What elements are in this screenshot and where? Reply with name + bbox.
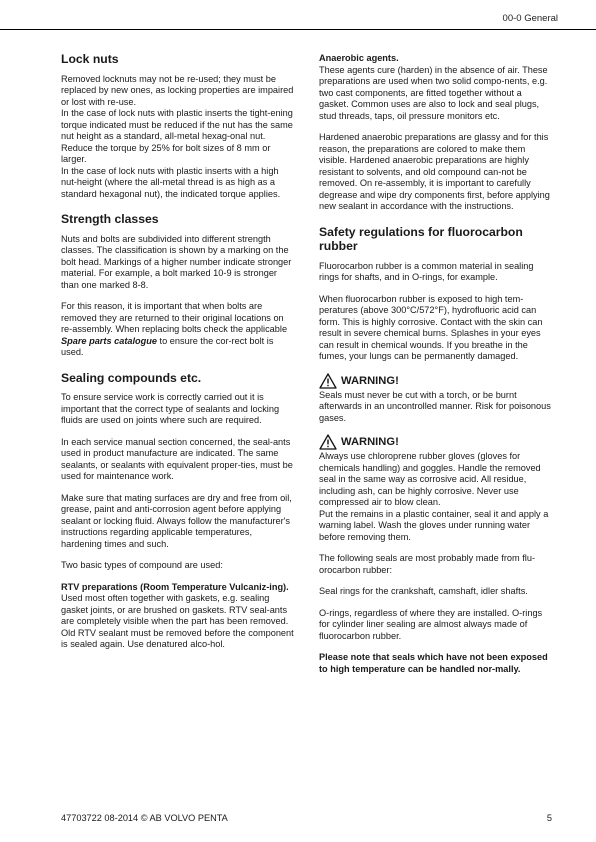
spare-parts-catalogue-ref: Spare parts catalogue [61,335,157,346]
safety-fluorocarbon-heading: Safety regulations for fluorocarbon rubber [319,224,523,253]
sealing-p2: In each service manual section concerned, the seal-ants used in product manufacture are indicated. The same sealants, or sealants with equivalent proper-ties, must be used for maintenance work. [61,436,293,481]
right-column [319,53,552,685]
sealing-p1: To ensure service work is correctly carried out it is important that the correct type of sealants and locking fluids are used on joints where such are required. [61,392,280,425]
warning-1-title [319,373,552,389]
warning-2-text-1: Always use chloroprene rubber gloves (gloves for chemicals handling) and goggles. Handle the removed seal in the same way as corrosive acid. All residue, including ash, can be highly corrosive. Never use compressed air to blow clean. [319,451,541,507]
warning-triangle-icon [319,434,337,450]
lock-nuts-p3: Reduce the torque by 25% for bolt sizes of 8 mm or larger. [61,142,271,164]
header-rule [0,29,596,30]
warning-2-label: WARNING! [341,436,399,448]
seals-note: Please note that seals which have not been exposed to high temperature can be handled nor-mally. [319,652,548,674]
left-column [61,52,294,661]
section-header: 00-0 General [502,13,558,24]
strength-p2-pre: For this reason, it is important that when bolts are removed they are returned to their original locations on re-assembly. When replacing bolts check the applicable [61,301,288,334]
sealing-compounds-heading: Sealing compounds etc. [61,370,202,385]
sealing-p4: Two basic types of compound are used: [61,560,223,570]
strength-p1: Nuts and bolts are subdivided into different strength classes. The classification is shown by a marking on the bolt head. Markings of a higher number indicate stronger material. For example, a bolt marked 10-9 is stronger than one marked 8-8. [61,233,292,290]
lock-nuts-p4: In the case of lock nuts with plastic inserts with a high nut-height (where the all-metal thread is as high as a standard hexagonal nut), the indicated torque applies. [61,165,281,199]
strength-p2-post: to ensure the cor-rect bolt is used. [61,335,274,357]
seals-p2: Seal rings for the crankshaft, camshaft, idler shafts. [319,586,528,596]
anaerobic-p1: These agents cure (harden) in the absence of air. These preparations are used when two solid compo-nents, e.g. two cast components, are fitted together without a gasket. Common uses are also to lock and seal plugs, stud threads, taps, oil pressure monitors etc. [319,64,548,121]
warning-1-text: Seals must never be cut with a torch, or be burnt afterwards in an uncontrolled manner. Risk for poisonous gases. [319,389,551,423]
seals-p3: O-rings, regardless of where they are installed. O-rings for cylinder liner sealing are almost always made of fluorocarbon rubber. [319,607,543,641]
warning-triangle-icon [319,373,337,389]
page-number: 5 [546,813,552,823]
rtv-heading: RTV preparations (Room Temperature Vulcaniz-ing). [61,581,289,592]
anaerobic-p2: Hardened anaerobic preparations are glassy and for this reason, the preparations are colored to make them visible. Hardened anaerobic preparations are highly resistant to solvents, and old compound can-not be removed. On re-assembly, it is important to carefully degrease and wipe dry components first, before applying new sealant in accordance with the instructions. [319,132,550,211]
safety-p1: Fluorocarbon rubber is a common material in sealing rings for shafts, and in O-rings, for example. [319,260,534,282]
warning-1-label: WARNING! [341,374,399,387]
strength-p2 [61,301,294,359]
lock-nuts-heading: Lock nuts [61,52,119,66]
warning-2-title [319,434,552,450]
seals-p1: The following seals are most probably made from flu-orocarbon rubber: [319,553,536,575]
lock-nuts-p1: Removed locknuts may not be re-used; they must be replaced by new ones, as locking properties are impaired or lost with re-use. [61,73,294,107]
footer-doc-info: 47703722 08-2014 © AB VOLVO PENTA [61,813,228,823]
anaerobic-heading: Anaerobic agents. [319,53,399,63]
strength-classes-heading: Strength classes [61,212,159,226]
lock-nuts-p2: In the case of lock nuts with plastic inserts the tight-ening torque indicated must be reduced if the nut has the same nut height as a standard, all-metal hexag-onal nut. [61,108,293,141]
safety-p2: When fluorocarbon rubber is exposed to high tem-peratures (above 300°C/572°F), hydrofluoric acid can form. This is highly corrosive. Contact with the skin can result in severe chemical burns. Splashes in your eyes can result in chemical wounds. If you breathe in the fumes, your lungs can be permanently damaged. [319,293,543,361]
rtv-text: Used most often together with gaskets, e.g. sealing gasket joints, or are brushed on gaskets. RTV seal-ants are completely visible when the part has been removed. Old RTV sealant must be removed before the component is sealed again. Use denatured alco-hol. [61,593,294,649]
warning-2-text-2: Put the remains in a plastic container, seal it and apply a warning label. Wash the gloves under running water before removing them. [319,508,549,542]
sealing-p3: Make sure that mating surfaces are dry and free from oil, grease, paint and anti-corrosion agent before applying sealant or locking fluid. Always follow the manufacturer's instructions regarding applicable temperatures, hardening times and such. [61,492,292,549]
